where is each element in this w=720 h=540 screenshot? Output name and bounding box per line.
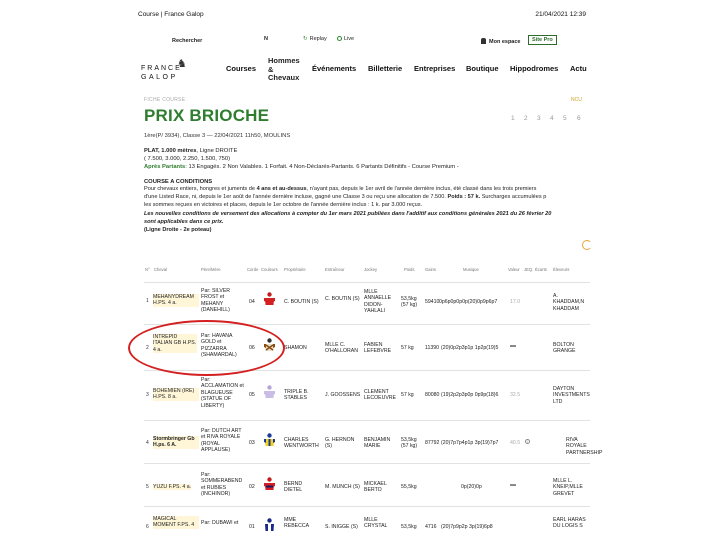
horse-name-link[interactable]: Stormbringer Gb H.ps. 6 A. xyxy=(153,436,199,449)
valeur: 17.0 xyxy=(510,299,521,305)
breeder: MLLE L. KNEIP,MLLE GREVET xyxy=(553,478,583,497)
replay-link[interactable] xyxy=(303,36,327,42)
nav-hippodromes[interactable]: Hippodromes xyxy=(510,64,559,73)
gains: 80080 xyxy=(425,392,440,398)
th-jockey: Jockey xyxy=(364,267,378,272)
trainer: C. BOUTIN (S) xyxy=(325,296,360,302)
nav-entreprises[interactable]: Entreprises xyxy=(414,64,456,73)
corde: 01 xyxy=(249,524,255,530)
th-eleveurs: Éleveurs xyxy=(553,267,570,272)
desc-line-2 xyxy=(144,193,590,201)
valeur: *** xyxy=(510,345,517,351)
th-valeur[interactable]: Valeur xyxy=(508,267,520,272)
account-link[interactable] xyxy=(481,38,520,45)
jockey-silks-icon xyxy=(264,518,275,532)
owner: C. BOUTIN (S) xyxy=(284,299,319,305)
nav-actu[interactable]: Actu xyxy=(570,64,587,73)
info-icon-cell[interactable] xyxy=(525,439,530,445)
desc-line-1 xyxy=(144,185,590,193)
weight: 57 kg xyxy=(401,392,414,398)
trainer: MLLE C. O'HALLORAN xyxy=(325,342,358,355)
race-page-2[interactable]: 2 xyxy=(524,115,528,122)
horse-name-link[interactable]: MAGICAL MOMENT F.PS. 4 xyxy=(153,516,199,529)
replay-icon: ↻ xyxy=(303,36,308,42)
corde: 05 xyxy=(249,392,255,398)
pedigree: Par: ACCLAMATION et BLAGUEUSE (STATUE OF LIBERTY) xyxy=(201,377,244,409)
site-pro-button[interactable]: Site Pro xyxy=(528,35,557,45)
th-proprietaire: Propriétaire xyxy=(284,267,306,272)
race-page-5[interactable]: 5 xyxy=(563,115,567,122)
nav-hommes-chevaux[interactable] xyxy=(268,57,308,83)
jockey-silks-icon xyxy=(264,385,275,399)
trainer: J. GOOSSENS xyxy=(325,392,361,398)
race-page-1[interactable]: 1 xyxy=(511,115,515,122)
nav-hommes-line-1: Hommes xyxy=(268,56,300,65)
row-number: 6 xyxy=(146,524,149,530)
pedigree: Par: HAVANA GOLD et PIZZARRA (SHAMARDAL) xyxy=(201,333,237,359)
nav-hommes-line-3: Chevaux xyxy=(268,73,300,82)
breadcrumb[interactable]: FICHE COURSE xyxy=(144,97,186,103)
site-title: Course | France Galop xyxy=(138,11,204,18)
breeder: RIVA ROYALE PARTNERSHIP xyxy=(566,437,603,456)
nav-evenements[interactable]: Événements xyxy=(312,64,357,73)
pedigree: Par: SILVER FROST et MEHANY (DANEHILL) xyxy=(201,288,231,314)
page-title: PRIX BRIOCHE xyxy=(144,106,270,125)
horse-name-link[interactable]: YUZU F.PS. 4 a. xyxy=(153,484,192,490)
highlight-ellipse xyxy=(128,320,285,376)
jockey-silks-icon xyxy=(264,477,275,491)
logo-line-2: GALOP xyxy=(141,74,178,81)
musique: (20)0p2p3p1p 1p2p(19)5 xyxy=(441,345,499,351)
owner: TRIPLE B. STABLES xyxy=(284,389,309,402)
th-musique: Musique xyxy=(463,267,479,272)
jockey-silks-icon xyxy=(264,433,275,447)
desc-line-5: sont applicables dans ce prix. xyxy=(144,218,224,225)
pedigree: Par: SOMMERABEND et RUBIES (INCHINOR) xyxy=(201,472,243,498)
desc-2a: d'une Listed Race, ni, depuis le 1er août de l'année dernière incluse, gagné une Classe 3 ou reçu une allocation de 7.500. xyxy=(144,194,448,201)
timestamp: 21/04/2021 12:39 xyxy=(535,11,586,18)
desc-line-4: Les nouvelles conditions de versement des allocations à compter du 1er mars 2021 publiées dans l'additif aux conditions générales 2021 du 26 février 20 xyxy=(144,210,552,217)
user-icon xyxy=(481,38,486,44)
info-icon[interactable]: i xyxy=(525,439,530,444)
th-pere: Père/Mère xyxy=(201,267,221,272)
desc-line-3: les sommes reçues en victoires et places, depuis le 1er octobre de l'année dernière inclus : 1 k. par 3.000 reçus. xyxy=(144,202,423,209)
account-label: Mon espace xyxy=(489,39,521,45)
race-conditions xyxy=(144,185,590,234)
weight: 53,5kg (57 kg) xyxy=(401,437,418,450)
row-divider xyxy=(144,463,590,464)
musique: (19)2p2p3p0p 0p9p(18)6 xyxy=(441,392,499,398)
corde: 06 xyxy=(249,345,255,351)
nav-hommes-line-2: & xyxy=(268,64,274,74)
th-poids[interactable]: Poids xyxy=(404,267,415,272)
jockey: BENJAMIN MARIE xyxy=(364,437,391,450)
language-selector[interactable]: N xyxy=(264,36,268,42)
replay-label: Replay xyxy=(309,36,327,42)
corde: 02 xyxy=(249,484,255,490)
weight: 57 kg xyxy=(401,345,414,351)
plat-rest: , Ligne DROITE xyxy=(196,148,238,154)
th-ecarts: Écarts xyxy=(535,267,547,272)
desc-line-6: (Ligne Droite - 2e poteau) xyxy=(144,227,212,234)
jockey: MLLE CRYSTAL xyxy=(364,517,388,530)
jockey: MLLE ANNAELLE DIDON-YAHLALI xyxy=(364,289,392,315)
apres-label: Après Partants xyxy=(144,164,186,170)
pedigree: Par: DUBAWI et xyxy=(201,520,239,526)
live-label: Live xyxy=(344,36,355,42)
top-bar xyxy=(140,34,586,48)
corde: 04 xyxy=(249,299,255,305)
pedigree: Par: DUTCH ART et RIVA ROYALE (ROYAL APPLAUSE) xyxy=(201,428,242,454)
search-link[interactable]: Rechercher xyxy=(172,38,203,44)
race-subtitle: 1ère(P/ 3934), Classe 3 — 22/04/2021 11h50, MOULINS xyxy=(144,133,291,139)
horse-name-link[interactable]: INTREPID ITALIAN GB H.PS. 4 a. xyxy=(153,334,197,353)
th-corde[interactable]: Corde xyxy=(247,267,259,272)
row-divider xyxy=(144,506,590,507)
owner: BERND DIETEL xyxy=(284,481,303,494)
nav-boutique[interactable]: Boutique xyxy=(466,64,499,73)
th-num: N° xyxy=(145,267,150,272)
breeder: BOLTON GRANGE xyxy=(553,342,576,355)
row-number: 5 xyxy=(146,484,149,490)
jockey: CLEMENT LECOEUVRE xyxy=(364,389,396,402)
loading-spinner-icon xyxy=(582,240,592,250)
musique: (20)7p9p2p 3p(19)6p8 xyxy=(441,524,493,530)
desc-1c: , n'ayant pas, depuis le 1er avril de l'année dernière inclus, été classé dans les trois premiers xyxy=(306,186,537,192)
breeder: A. KHADDAM,N KHADDAM xyxy=(553,293,585,312)
th-couleurs: Couleurs xyxy=(261,267,278,272)
corde: 03 xyxy=(249,440,255,446)
musique: 0p(20)0p xyxy=(461,484,482,490)
race-page-3[interactable]: 3 xyxy=(537,115,541,122)
desc-1b: 4 ans et au-dessus xyxy=(256,186,307,192)
trainer: S. INIGGE (S) xyxy=(325,524,358,530)
desc-2b: Poids : 57 k. xyxy=(447,194,481,201)
weight: 53,5kg (57 kg) xyxy=(401,296,418,309)
horse-name-link[interactable]: MEHANYDREAM H.PS. 4 a. xyxy=(153,294,199,307)
gains: 59410 xyxy=(425,299,440,305)
valeur: 32.5 xyxy=(510,392,521,398)
breeder: EARL HARAS DU LOGIS S xyxy=(553,517,586,530)
row-number: 4 xyxy=(146,440,149,446)
live-link[interactable] xyxy=(337,36,354,42)
jockey: MICKAEL BERTO xyxy=(364,481,387,494)
logo-line-1: FRANCE xyxy=(141,65,182,72)
th-jeq: JEQ. xyxy=(524,267,534,272)
live-icon xyxy=(337,36,342,41)
gains: 87792 xyxy=(425,440,440,446)
race-partants xyxy=(144,163,459,171)
owner: CHARLES WENTWORTH xyxy=(284,437,319,450)
apres-rest: : 13 Engagés. 2 Non Valables. 1 Forfait. 4 Non-Déclarés-Partants. 6 Partants Définitifs - Course Premium - xyxy=(185,164,459,170)
breeder: DAYTON INVESTMENTS LTD xyxy=(553,386,590,405)
th-cheval[interactable]: Cheval xyxy=(154,267,168,272)
race-page-6[interactable]: 6 xyxy=(577,115,581,122)
valeur: *** xyxy=(510,484,517,490)
race-distance xyxy=(144,147,237,155)
desc-2c: Surcharges accumulées p xyxy=(480,194,547,201)
row-number: 3 xyxy=(146,392,149,398)
row-number: 1 xyxy=(146,298,149,304)
horse-icon: ♞ xyxy=(177,58,187,70)
gains: 11390 xyxy=(425,345,440,351)
row-number: 2 xyxy=(146,345,149,351)
breadcrumb-right[interactable]: NCU xyxy=(571,97,582,103)
conditions-title: COURSE A CONDITIONS xyxy=(144,179,213,185)
trainer: G. HERNON (S) xyxy=(325,437,355,450)
musique: 0p6p0p0p0p(20)0p9p6p7 xyxy=(439,299,498,305)
france-galop-logo[interactable] xyxy=(141,57,191,87)
row-divider xyxy=(144,282,590,283)
weight: 53,5kg xyxy=(401,524,417,530)
row-divider xyxy=(144,420,590,421)
trainer: M. MUNCH (S) xyxy=(325,484,360,490)
gains: 4716 xyxy=(425,524,437,530)
desc-1a: Pour chevaux entiers, hongres et juments de xyxy=(144,186,257,192)
horse-name-link[interactable]: BOHEMIEN (IRE) H.PS. 8 a. xyxy=(153,388,199,401)
page-header xyxy=(138,11,586,18)
nav-courses[interactable]: Courses xyxy=(226,64,257,73)
owner: SHAMON xyxy=(284,345,307,351)
valeur: 40.5 xyxy=(510,440,521,446)
plat-label: PLAT, 1.000 mètres xyxy=(144,148,197,154)
owner: MME REBECCA xyxy=(284,517,310,530)
th-entraineur: Entraîneur xyxy=(325,267,345,272)
th-gains[interactable]: Gains xyxy=(425,267,436,272)
musique: (20)7p7p4p1p 3p(19)7p7 xyxy=(441,440,499,446)
weight: 55,5kg xyxy=(401,484,417,490)
jockey-silks-icon xyxy=(264,292,275,306)
race-allocations: ( 7.500, 3.000, 2.250, 1.500, 750) xyxy=(144,156,231,162)
jockey: FABIEN LEFEBVRE xyxy=(364,342,392,355)
nav-billetterie[interactable]: Billetterie xyxy=(368,64,403,73)
race-page-4[interactable]: 4 xyxy=(550,115,554,122)
